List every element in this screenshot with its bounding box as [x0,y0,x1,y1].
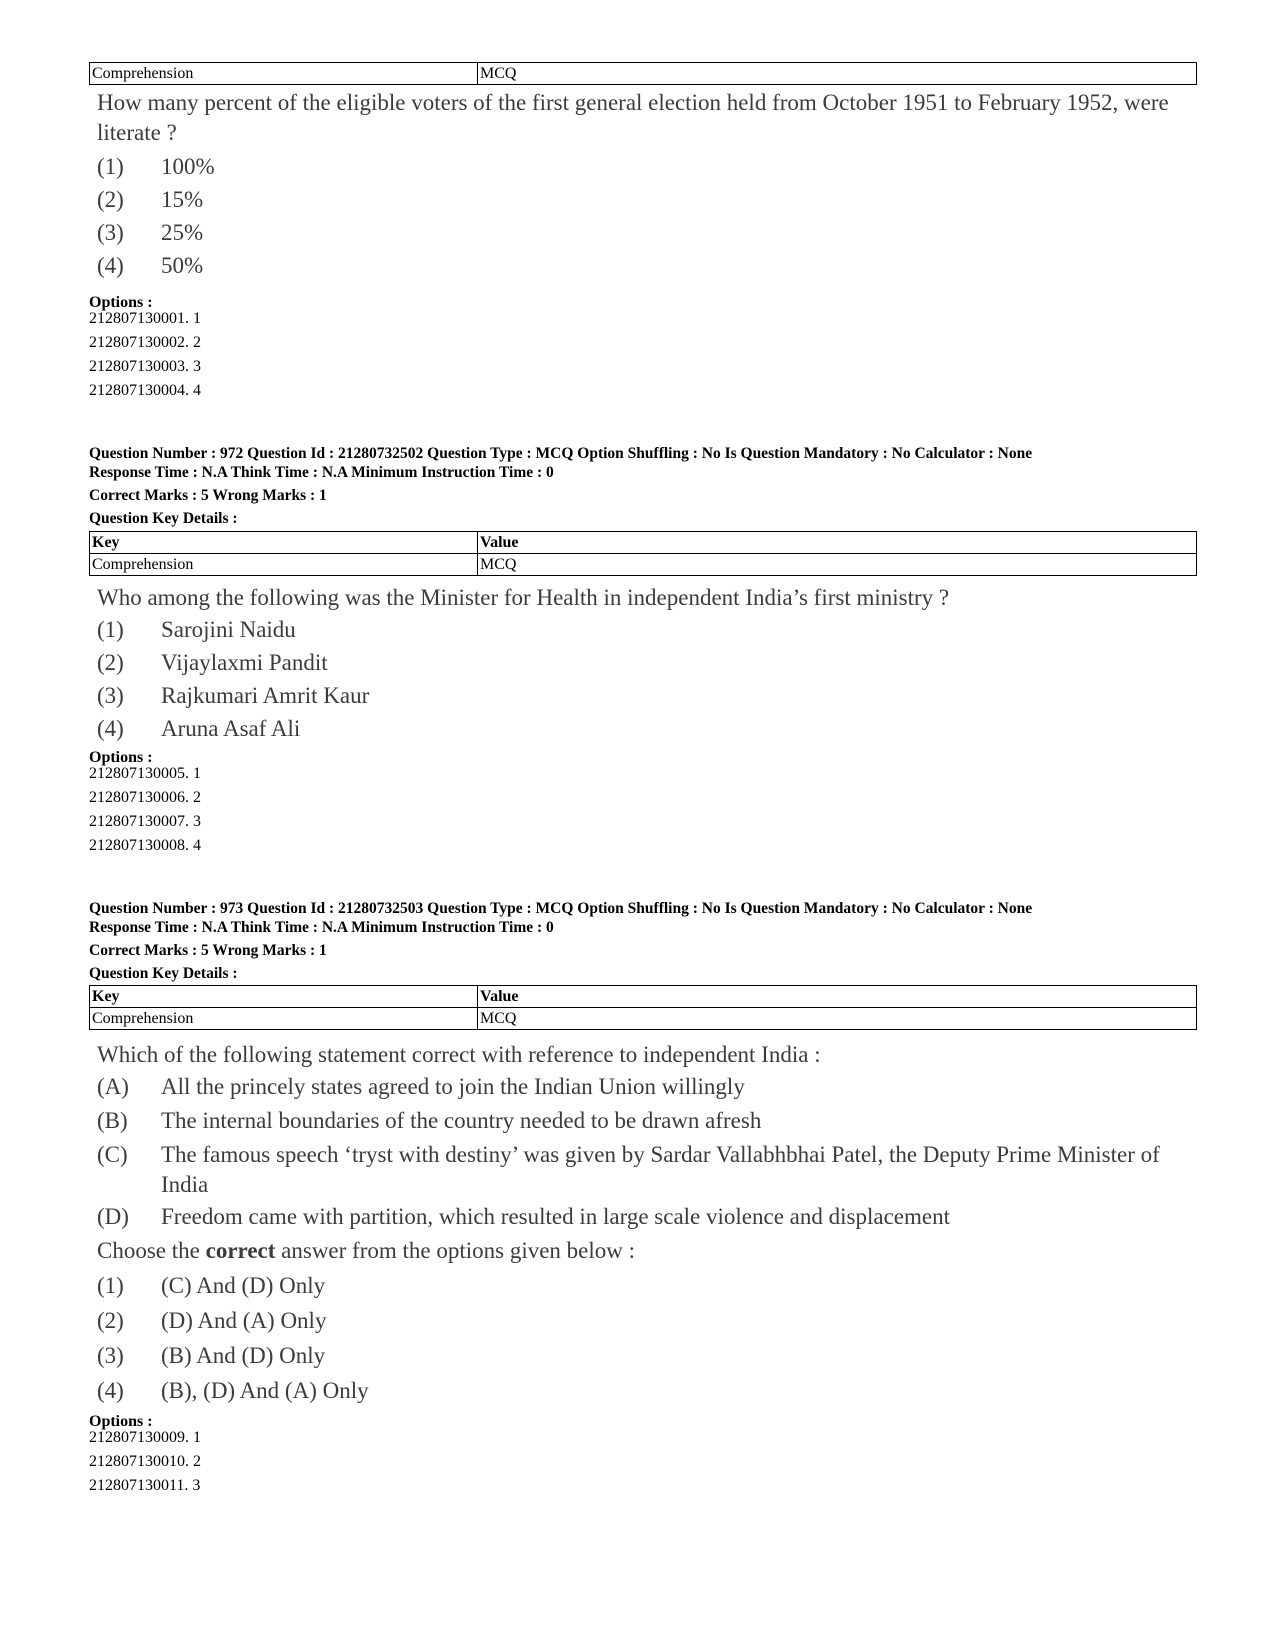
option-item: 212807130003. 3 [89,358,201,375]
choice-number: (3) [97,220,124,245]
choice-item [97,613,1207,646]
key-details-heading: Question Key Details : [89,510,238,527]
choice-text: (C) And (D) Only [161,1273,326,1298]
choice-item [97,646,1207,679]
statement-label: (B) [97,1108,128,1133]
question-key-table [89,985,1197,1030]
instruction-text: answer from the options given below : [275,1238,636,1263]
table-row [90,554,1197,576]
option-item: 212807130006. 2 [89,789,201,806]
choice-number: (3) [97,1343,124,1368]
options-list [89,762,201,858]
key-cell: Comprehension [90,554,478,576]
key-header: Key [90,532,478,554]
choice-number: (1) [97,617,124,642]
options-label: Options : [89,749,153,766]
option-item: 212807130009. 1 [89,1429,201,1446]
option-item: 212807130008. 4 [89,837,201,854]
value-cell: MCQ [478,63,1197,85]
choice-text: 15% [161,187,204,212]
option-item: 212807130001. 1 [89,310,201,327]
value-cell: MCQ [478,554,1197,576]
options-list [89,1426,201,1498]
table-header-row [90,532,1197,554]
options-list [89,307,201,403]
marks-line: Correct Marks : 5 Wrong Marks : 1 [89,942,327,959]
choice-text: (B) And (D) Only [161,1343,326,1368]
choice-item [97,1373,1207,1408]
question-body [97,583,1207,745]
choice-item [97,1338,1207,1373]
key-cell: Comprehension [90,63,478,85]
choice-item [97,183,1207,216]
statement-item [97,1104,1207,1138]
choice-number: (1) [97,1273,124,1298]
choice-text: Aruna Asaf Ali [161,716,301,741]
value-cell: MCQ [478,1008,1197,1030]
instruction-line [97,1234,1207,1268]
question-body [97,88,1207,282]
statement-text: The internal boundaries of the country needed to be drawn afresh [161,1108,762,1133]
choice-number: (4) [97,253,124,278]
question-meta-line: Question Number : 973 Question Id : 21280732503 Question Type : MCQ Option Shuffling : No Is Question Mandatory : No Calculator : None [89,900,1033,917]
question-stem: Which of the following statement correct with reference to independent India : [97,1042,821,1067]
choice-item [97,150,1207,183]
choice-item [97,1268,1207,1303]
choice-text: 25% [161,220,204,245]
choice-text: (B), (D) And (A) Only [161,1378,369,1403]
statement-label: (D) [97,1204,129,1229]
choice-number: (4) [97,1378,124,1403]
statement-item [97,1200,1207,1234]
question-key-table [89,531,1197,576]
key-header: Key [90,986,478,1008]
option-item: 212807130010. 2 [89,1453,201,1470]
option-item: 212807130005. 1 [89,765,201,782]
choice-number: (4) [97,716,124,741]
key-cell: Comprehension [90,1008,478,1030]
statement-item [97,1140,1207,1200]
choice-text: Rajkumari Amrit Kaur [161,683,370,708]
value-header: Value [478,532,1197,554]
statement-label: (A) [97,1074,129,1099]
question-stem: Who among the following was the Minister for Health in independent India’s first ministry ? [97,585,950,610]
response-time-line: Response Time : N.A Think Time : N.A Minimum Instruction Time : 0 [89,464,554,481]
option-item: 212807130004. 4 [89,382,201,399]
value-header: Value [478,986,1197,1008]
choice-item [97,712,1207,745]
choice-number: (1) [97,154,124,179]
question-meta-line: Question Number : 972 Question Id : 21280732502 Question Type : MCQ Option Shuffling : No Is Question Mandatory : No Calculator : None [89,445,1033,462]
choice-text: 50% [161,253,204,278]
response-time-line: Response Time : N.A Think Time : N.A Minimum Instruction Time : 0 [89,919,554,936]
option-item: 212807130002. 2 [89,334,201,351]
choice-item [97,216,1207,249]
choice-text: Sarojini Naidu [161,617,296,642]
question-meta [89,899,1032,983]
choice-text: 100% [161,154,215,179]
table-row [90,63,1197,85]
choice-number: (3) [97,683,124,708]
question-body [97,1040,1207,1408]
statement-text: Freedom came with partition, which resulted in large scale violence and displacement [161,1204,950,1229]
choice-item [97,1303,1207,1338]
instruction-emphasis: correct [205,1238,276,1263]
key-details-heading: Question Key Details : [89,965,238,982]
instruction-text: Choose the [97,1238,206,1263]
choice-number: (2) [97,187,124,212]
option-item: 212807130007. 3 [89,813,201,830]
options-label: Options : [89,294,153,311]
statement-text: All the princely states agreed to join the Indian Union willingly [161,1074,745,1099]
question-meta [89,444,1032,528]
choice-item [97,679,1207,712]
table-row [90,1008,1197,1030]
option-item: 212807130011. 3 [89,1477,201,1494]
choice-item [97,249,1207,282]
choice-number: (2) [97,650,124,675]
table-header-row [90,986,1197,1008]
choice-text: Vijaylaxmi Pandit [161,650,328,675]
choice-text: (D) And (A) Only [161,1308,327,1333]
options-label: Options : [89,1413,153,1430]
statement-item [97,1070,1207,1104]
statement-label: (C) [97,1142,128,1167]
choice-number: (2) [97,1308,124,1333]
question-key-table [89,62,1197,85]
marks-line: Correct Marks : 5 Wrong Marks : 1 [89,487,327,504]
question-stem: How many percent of the eligible voters of the first general election held from October 1951 to February 1952, were literate ? [97,90,1169,145]
statement-text: The famous speech ‘tryst with destiny’ was given by Sardar Vallabhbhai Patel, the Deputy Prime Minister of India [161,1142,1160,1197]
